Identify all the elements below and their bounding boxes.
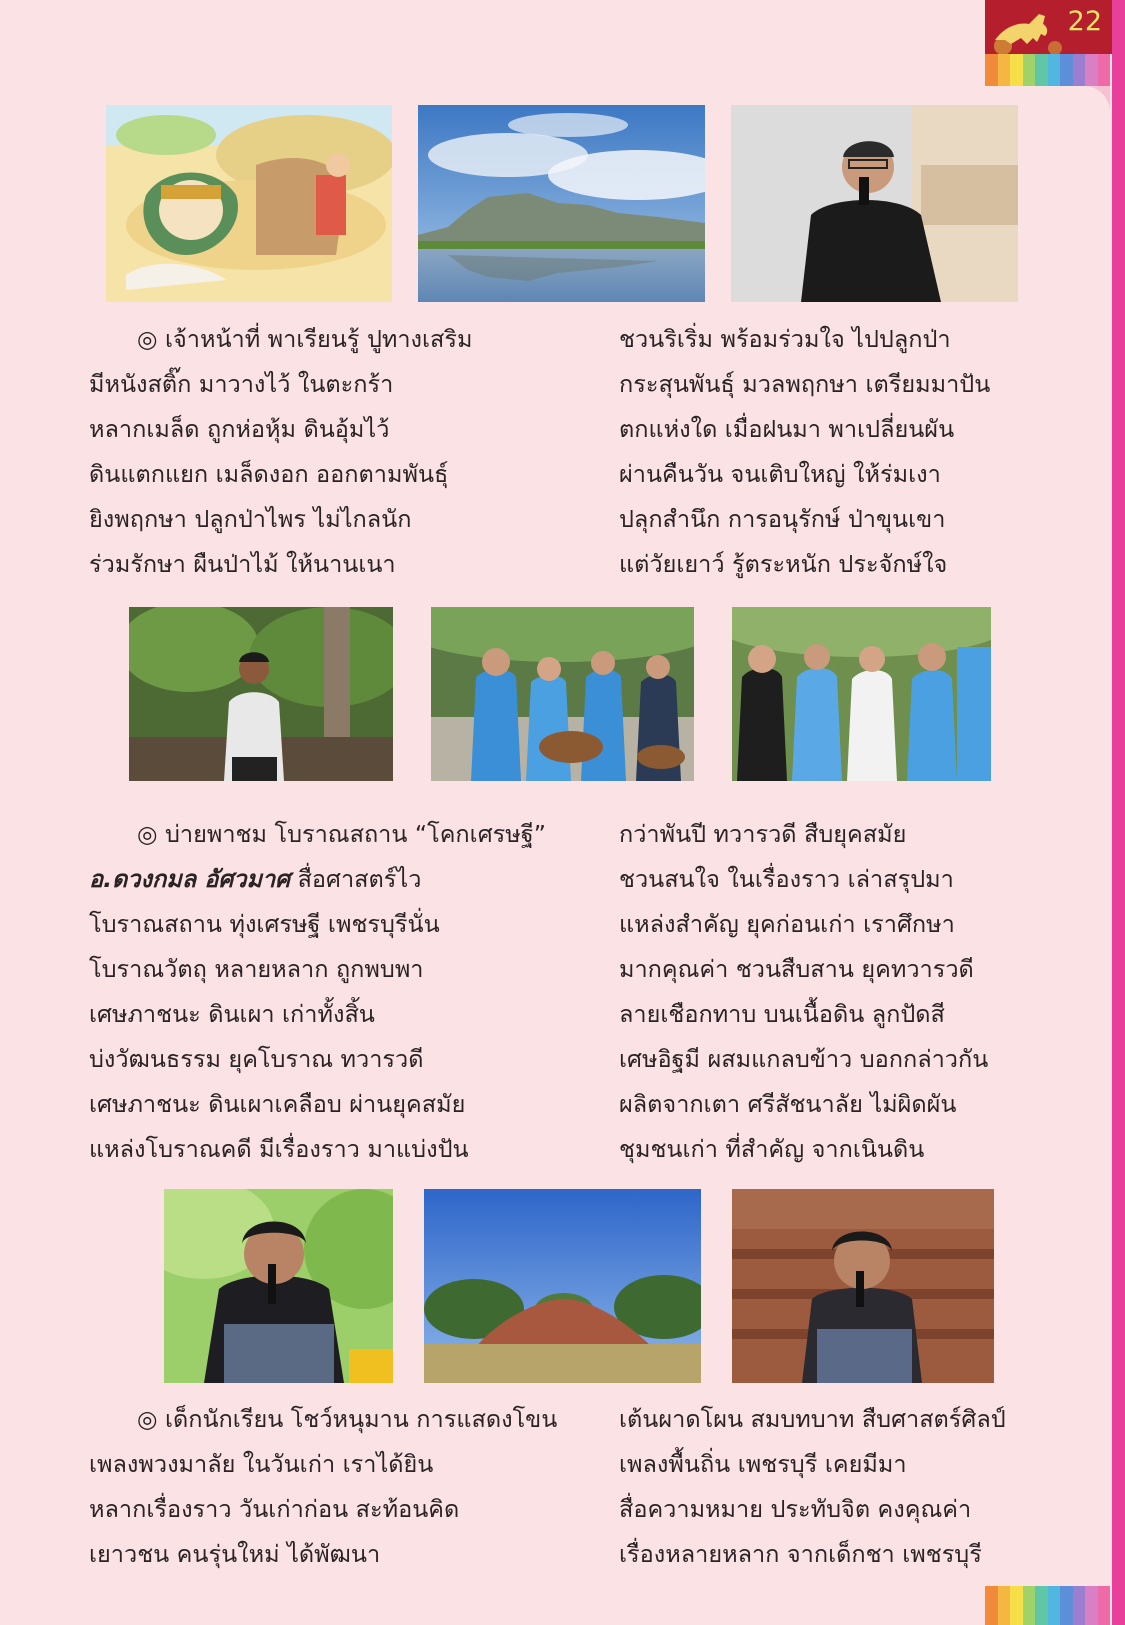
rainbow-stripe: [985, 1586, 998, 1625]
verse-line: ปลุกสำนึก การอนุรักษ์ ป่าขุนเขา: [619, 505, 946, 533]
verse-line: ยิงพฤกษา ปลูกป่าไพร ไม่ไกลนัก: [89, 505, 412, 533]
verse-line: ชวนสนใจ ในเรื่องราว เล่าสรุปมา: [619, 865, 954, 893]
verse-line: เศษภาชนะ ดินเผาเคลือบ ผ่านยุคสมัย: [89, 1090, 466, 1118]
verse-line: กระสุนพันธุ์ มวลพฤกษา เตรียมมาปัน: [619, 370, 991, 398]
rainbow-stripe: [1073, 1586, 1086, 1625]
lecturer-name: อ.ดวงกมล อัศวมาศ: [89, 865, 291, 893]
rainbow-stripe: [1035, 54, 1048, 86]
rainbow-stripe: [985, 54, 998, 86]
rainbow-stripe: [1085, 54, 1098, 86]
rainbow-stripe: [1098, 1586, 1111, 1625]
rainbow-stripe: [998, 1586, 1011, 1625]
verse-line-with-name: [89, 857, 546, 902]
rainbow-top-decoration: [985, 54, 1110, 86]
photo-students-seedballs: [732, 607, 991, 781]
verse-line: กว่าพันปี ทวารวดี สืบยุคสมัย: [619, 820, 907, 848]
verse-line: เต้นผาดโผน สมบทบาท สืบศาสตร์ศิลป์: [619, 1405, 1006, 1433]
verse-line: แหล่งสำคัญ ยุคก่อนเก่า เราศึกษา: [619, 910, 955, 938]
verse-line: ตกแห่งใด เมื่อฝนมา พาเปลี่ยนผัน: [619, 415, 955, 443]
verse-line: ◎ เจ้าหน้าที่ พาเรียนรู้ ปูทางเสริม: [137, 325, 473, 353]
verse-line: ดินแตกแยก เมล็ดงอก ออกตามพันธุ์: [89, 460, 449, 488]
rainbow-stripe: [998, 54, 1011, 86]
photo-ancient-mound: [424, 1189, 701, 1383]
verse-line: หลากเมล็ด ถูกห่อหุ้ม ดินอุ้มไว้: [89, 415, 390, 443]
verse-line: ผลิตจากเตา ศรีสัชนาลัย ไม่ผิดผัน: [619, 1090, 957, 1118]
rainbow-stripe: [1060, 1586, 1073, 1625]
photo-speaker-man: [731, 105, 1018, 302]
verse-line: แหล่งโบราณคดี มีเรื่องราว มาแบ่งปัน: [89, 1135, 469, 1163]
photo-boy-forest: [129, 607, 393, 781]
rainbow-stripe: [1010, 1586, 1023, 1625]
rainbow-bottom-decoration: [985, 1586, 1110, 1625]
photo-woman-speaking-outdoors: [164, 1189, 393, 1383]
page-number-badge: [985, 0, 1112, 54]
verse-line: เรื่องหลายหลาก จากเด็กชา เพชรบุรี: [619, 1540, 982, 1568]
verse-line: ผ่านคืนวัน จนเติบใหญ่ ให้ร่มเงา: [619, 460, 941, 488]
photo-students-baskets: [431, 607, 694, 781]
rainbow-stripe: [1073, 54, 1086, 86]
rainbow-stripe: [1023, 1586, 1036, 1625]
verse-line: เศษภาชนะ ดินเผา เก่าทั้งสิ้น: [89, 1000, 375, 1028]
section-1-left-verse: [89, 317, 473, 587]
section-3-right-verse: [619, 1397, 1006, 1577]
photo-cartoon-giant: [106, 105, 392, 302]
rainbow-stripe: [1048, 54, 1061, 86]
verse-line: ชวนริเริ่ม พร้อมร่วมใจ ไปปลูกป่า: [619, 325, 951, 353]
section-1-right-verse: [619, 317, 990, 587]
rainbow-stripe: [1023, 54, 1036, 86]
photo-woman-speaking-ruins: [732, 1189, 994, 1383]
rainbow-stripe: [1010, 54, 1023, 86]
page-edge-stripe: [1112, 0, 1125, 1625]
verse-line: ◎ เด็กนักเรียน โชว์หนุมาน การแสดงโขน: [137, 1405, 558, 1433]
verse-line: เยาวชน คนรุ่นใหม่ ได้พัฒนา: [89, 1540, 381, 1568]
section-2-right-verse: [619, 812, 988, 1172]
verse-line: มีหนังสติ๊ก มาวางไว้ ในตะกร้า: [89, 370, 394, 398]
verse-line: บ่งวัฒนธรรม ยุคโบราณ ทวารวดี: [89, 1045, 424, 1073]
verse-line: ◎ บ่ายพาชม โบราณสถาน “โคกเศรษฐี”: [137, 820, 546, 848]
verse-line: หลากเรื่องราว วันเก่าก่อน สะท้อนคิด: [89, 1495, 460, 1523]
section-2-left-verse: [89, 812, 546, 1172]
verse-line: โบราณวัตถุ หลายหลาก ถูกพบพา: [89, 955, 424, 983]
verse-line-rest: สื่อศาสตร์ไว: [290, 865, 422, 893]
rainbow-stripe: [1085, 1586, 1098, 1625]
photo-mountain-lake: [418, 105, 705, 302]
verse-line: แต่วัยเยาว์ รู้ตระหนัก ประจักษ์ใจ: [619, 550, 948, 578]
verse-line: เศษอิฐมี ผสมแกลบข้าว บอกกล่าวกัน: [619, 1045, 989, 1073]
verse-line: ลายเชือกทาบ บนเนื้อดิน ลูกปัดสี: [619, 1000, 945, 1028]
verse-line: สื่อความหมาย ประทับจิต คงคุณค่า: [619, 1495, 972, 1523]
rainbow-stripe: [1098, 54, 1111, 86]
verse-line: โบราณสถาน ทุ่งเศรษฐี เพชรบุรีนั่น: [89, 910, 440, 938]
verse-line: มากคุณค่า ชวนสืบสาน ยุคทวารวดี: [619, 955, 974, 983]
rainbow-stripe: [1060, 54, 1073, 86]
verse-line: ชุมชนเก่า ที่สำคัญ จากเนินดิน: [619, 1135, 925, 1163]
verse-line: เพลงพื้นถิ่น เพชรบุรี เคยมีมา: [619, 1450, 907, 1478]
page-number: 22: [1067, 6, 1102, 37]
rainbow-stripe: [1048, 1586, 1061, 1625]
section-3-left-verse: [89, 1397, 557, 1577]
verse-line: ร่วมรักษา ผืนป่าไม้ ให้นานเนา: [89, 550, 396, 578]
rainbow-stripe: [1035, 1586, 1048, 1625]
verse-line: เพลงพวงมาลัย ในวันเก่า เราได้ยิน: [89, 1450, 434, 1478]
